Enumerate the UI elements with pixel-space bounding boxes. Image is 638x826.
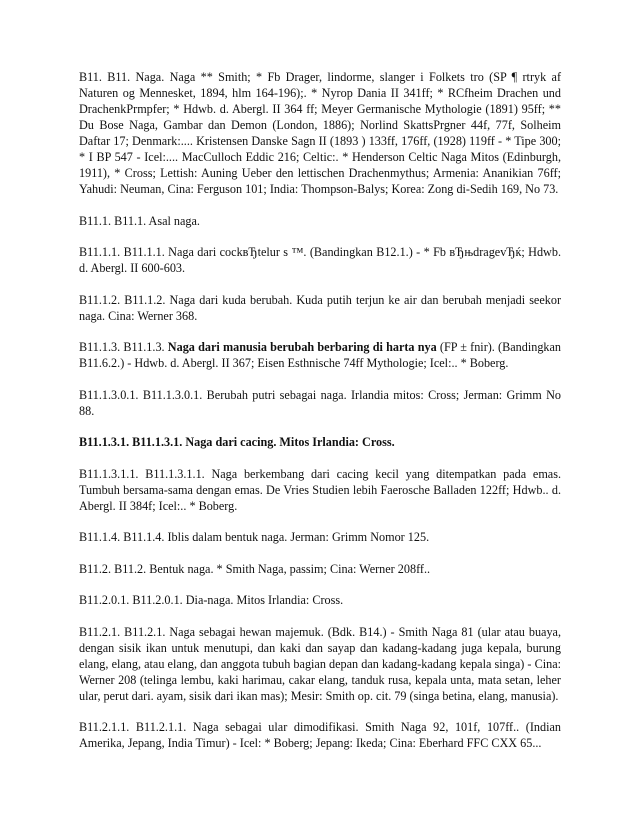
paragraph-b11: B11. B11. Naga. Naga ** Smith; * Fb Drager, lindorme, slanger i Folkets tro (SP ¶ rtryk af Naturen og Mennesket, 1894, hlm 164-196);. * Nyrop Dania II 341ff; * RCfheim Drachen und DrachenkPrmpfer; * Hdwb. d. Abergl. II 364 ff; Meyer Germanische Mythologie (1891) 95ff; ** Du Bose Naga, Gambar dan Demon (London, 1886); Norlind SkattsPrgner 44f, 77f, Solheim Daftar 17; Denmark:.... Kristensen Danske Sagn II (1893 ) 133ff, 176ff, (1928) 119ff - * Tipe 300; * I BP 547 - Icel:.... MacCulloch Eddic 216; Celtic:. * Henderson Celtic Naga Mitos (Edinburgh, 1911), * Cross; Lettish: Auning Ueber den lettischen Drachenmythus; Armenia: Ananikian 76ff; Yahudi: Neuman, Cina: Ferguson 101; India: Thompson-Balys; Korea: Zong di-Sedih 169, No 73. bbox=[79, 70, 561, 196]
paragraph-b11-1-3 bbox=[79, 339, 561, 371]
document-page bbox=[79, 69, 561, 767]
paragraph-b11-1-3-prefix: B11.1.3. B11.1.3. bbox=[79, 340, 168, 354]
paragraph-b11-1-3-1-1: B11.1.3.1.1. B11.1.3.1.1. Naga berkembang dari cacing kecil yang ditempatkan pada emas. Tumbuh bersama-sama dengan emas. De Vries Studien lebih Faerosche Balladen 122ff; Hdwb.. d. Abergl. II 384f; Icel:.. * Boberg. bbox=[79, 466, 561, 513]
paragraph-b11-1-3-rest: (FP ± fnir). (Bandingkan B11.6.2.) - Hdwb. d. Abergl. II 367; Eisen Esthnische 74ff Mythologie; Icel:.. * Boberg. bbox=[79, 340, 562, 370]
paragraph-b11-2-0-1: B11.2.0.1. B11.2.0.1. Dia-naga. Mitos Irlandia: Cross. bbox=[79, 593, 344, 607]
paragraph-b11-1-3-0-1: B11.1.3.0.1. B11.1.3.0.1. Berubah putri sebagai naga. Irlandia mitos: Cross; Jerman: Grimm No 88. bbox=[79, 387, 561, 418]
paragraph-b11-1: B11.1. B11.1. Asal naga. bbox=[79, 213, 200, 228]
paragraph-b11-2: B11.2. B11.2. Bentuk naga. * Smith Naga, passim; Cina: Werner 208ff.. bbox=[79, 561, 431, 576]
paragraph-b11-1-1: B11.1.1. B11.1.1. Naga dari cockвЂtelur s ™. (Bandingkan B12.1.) - * Fb вЂњdragevЂќ; Hdwb. d. Abergl. II 600-603. bbox=[79, 245, 561, 275]
paragraph-b11-2-1-1: B11.2.1.1. B11.2.1.1. Naga sebagai ular dimodifikasi. Smith Naga 92, 101f, 107ff.. (Indian Amerika, Jepang, India Timur) - Icel: * Boberg; Jepang: Ikeda; Cina: Eberhard FFC CXX 65... bbox=[79, 720, 561, 750]
paragraph-b11-1-3-bold: Naga dari manusia berubah berbaring di harta nya bbox=[167, 340, 437, 354]
paragraph-b11-2-1: B11.2.1. B11.2.1. Naga sebagai hewan majemuk. (Bdk. B14.) - Smith Naga 81 (ular atau buaya, dengan sisik ikan untuk menutupi, dan kaki dan sayap dan kadang-kadang juga kepala, burung elang, elang, atau elang, dan anggota tubuh bagian depan dan kadang-kadang kepala singa) - Cina: Werner 208 (telinga lembu, kaki harimau, cakar elang, tanduk rusa, kepala unta, mata setan, leher ular, perut dari. ayam, sisik dari ikan mas); Mesir: Smith op. cit. 79 (singa betina, elang, manusia). bbox=[79, 624, 561, 703]
paragraph-b11-1-4: B11.1.4. B11.1.4. Iblis dalam bentuk naga. Jerman: Grimm Nomor 125. bbox=[79, 530, 430, 544]
paragraph-b11-1-3-1: B11.1.3.1. B11.1.3.1. Naga dari cacing. Mitos Irlandia: Cross. bbox=[79, 435, 395, 449]
paragraph-b11-1-2: B11.1.2. B11.1.2. Naga dari kuda berubah. Kuda putih terjun ke air dan berubah menjadi seekor naga. Cina: Werner 368. bbox=[79, 292, 561, 323]
